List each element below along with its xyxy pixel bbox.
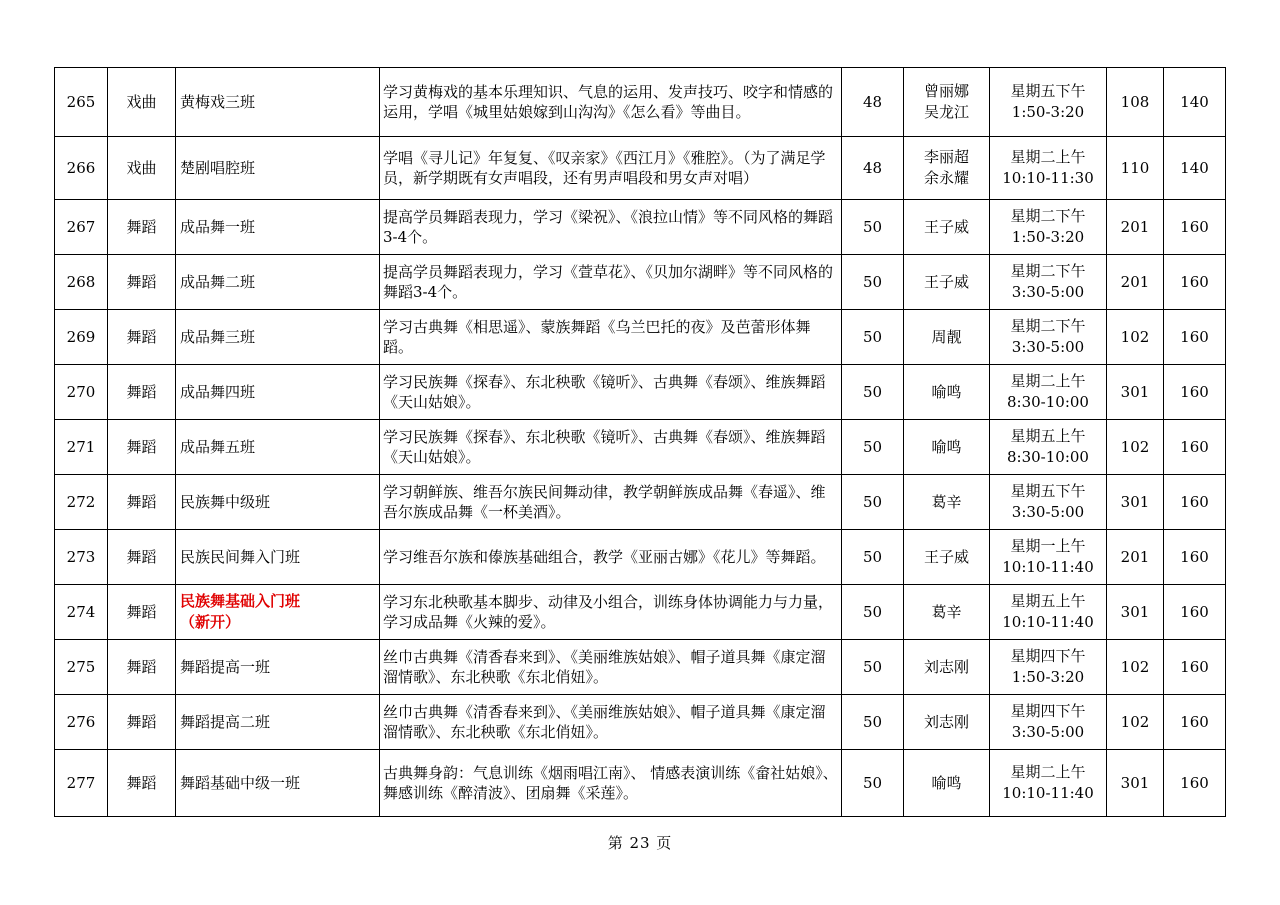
teacher-name: 余永耀 (923, 169, 969, 187)
teacher-name: 王子威 (923, 272, 969, 291)
time-day: 星期二上午 (1010, 148, 1086, 166)
course-teacher (904, 365, 990, 420)
time-day: 星期二上午 (1010, 763, 1086, 781)
table-row (55, 530, 1226, 585)
course-time (990, 200, 1107, 255)
table-row (55, 68, 1226, 137)
course-name: 黄梅戏三班 (176, 68, 380, 137)
row-number: 277 (55, 750, 108, 817)
course-content: 丝巾古典舞《清香春来到》、《美丽维族姑娘》、帽子道具舞《康定溜溜情歌》、东北秧歌《东北俏妞》。 (380, 695, 842, 750)
course-name: 成品舞三班 (176, 310, 380, 365)
time-range: 10:10-11:40 (1002, 558, 1094, 576)
course-hours: 50 (842, 530, 904, 585)
course-room: 102 (1107, 695, 1164, 750)
teacher-name: 王子威 (923, 547, 969, 566)
course-category: 舞蹈 (108, 640, 176, 695)
course-category: 舞蹈 (108, 585, 176, 640)
teacher-name: 葛辛 (931, 492, 962, 511)
course-time (990, 255, 1107, 310)
time-day: 星期一上午 (1010, 537, 1086, 555)
course-room: 102 (1107, 420, 1164, 475)
course-time (990, 310, 1107, 365)
course-hours: 48 (842, 137, 904, 200)
course-fee: 160 (1164, 200, 1226, 255)
course-fee: 160 (1164, 310, 1226, 365)
time-range: 3:30-5:00 (1011, 283, 1085, 301)
course-category: 舞蹈 (108, 475, 176, 530)
table-row (55, 365, 1226, 420)
row-number: 266 (55, 137, 108, 200)
time-range: 8:30-10:00 (1007, 448, 1089, 466)
course-content: 学习民族舞《探春》、东北秧歌《镜听》、古典舞《春颂》、维族舞蹈《天山姑娘》。 (380, 420, 842, 475)
time-day: 星期五上午 (1010, 592, 1086, 610)
time-range: 10:10-11:40 (1002, 613, 1094, 631)
row-number: 269 (55, 310, 108, 365)
course-room: 102 (1107, 310, 1164, 365)
row-number: 267 (55, 200, 108, 255)
course-fee: 140 (1164, 137, 1226, 200)
time-day: 星期二下午 (1010, 262, 1086, 280)
course-name-line: 民族舞基础入门班 (180, 592, 301, 610)
teacher-name: 周靓 (931, 327, 962, 346)
course-room: 201 (1107, 255, 1164, 310)
course-content: 提高学员舞蹈表现力，学习《梁祝》、《浪拉山情》等不同风格的舞蹈3-4个。 (380, 200, 842, 255)
table-row (55, 310, 1226, 365)
course-fee: 160 (1164, 475, 1226, 530)
course-room: 301 (1107, 750, 1164, 817)
teacher-name: 吴龙江 (923, 103, 969, 121)
course-teacher (904, 475, 990, 530)
time-day: 星期二上午 (1010, 372, 1086, 390)
course-room: 108 (1107, 68, 1164, 137)
course-content: 学习民族舞《探春》、东北秧歌《镜听》、古典舞《春颂》、维族舞蹈《天山姑娘》。 (380, 365, 842, 420)
course-content: 学习朝鲜族、维吾尔族民间舞动律，教学朝鲜族成品舞《春遥》、维吾尔族成品舞《一杯美酒》。 (380, 475, 842, 530)
course-name: 舞蹈提高一班 (176, 640, 380, 695)
course-fee: 160 (1164, 420, 1226, 475)
row-number: 273 (55, 530, 108, 585)
time-range: 3:30-5:00 (1011, 723, 1085, 741)
course-hours: 48 (842, 68, 904, 137)
course-name (176, 585, 380, 640)
row-number: 276 (55, 695, 108, 750)
row-number: 272 (55, 475, 108, 530)
course-teacher (904, 200, 990, 255)
course-fee: 160 (1164, 695, 1226, 750)
time-day: 星期五上午 (1010, 427, 1086, 445)
course-hours: 50 (842, 695, 904, 750)
teacher-name: 葛辛 (931, 602, 962, 621)
course-category: 戏曲 (108, 137, 176, 200)
course-category: 舞蹈 (108, 200, 176, 255)
course-room: 102 (1107, 640, 1164, 695)
course-time (990, 530, 1107, 585)
course-room: 201 (1107, 530, 1164, 585)
course-teacher (904, 640, 990, 695)
time-range: 8:30-10:00 (1007, 393, 1089, 411)
row-number: 274 (55, 585, 108, 640)
time-range: 3:30-5:00 (1011, 503, 1085, 521)
course-name: 成品舞二班 (176, 255, 380, 310)
course-name: 民族民间舞入门班 (176, 530, 380, 585)
table-row (55, 255, 1226, 310)
course-content: 学习黄梅戏的基本乐理知识、气息的运用、发声技巧、咬字和情感的运用，学唱《城里姑娘嫁到山沟沟》《怎么看》等曲目。 (380, 68, 842, 137)
course-fee: 160 (1164, 530, 1226, 585)
teacher-name: 刘志刚 (923, 657, 969, 676)
course-hours: 50 (842, 585, 904, 640)
course-time (990, 68, 1107, 137)
course-category: 舞蹈 (108, 420, 176, 475)
course-name: 舞蹈基础中级一班 (176, 750, 380, 817)
teacher-name: 喻鸣 (931, 437, 962, 456)
time-day: 星期二下午 (1010, 317, 1086, 335)
course-teacher (904, 585, 990, 640)
table-row (55, 420, 1226, 475)
course-teacher (904, 530, 990, 585)
time-range: 1:50-3:20 (1011, 103, 1085, 121)
table-row (55, 640, 1226, 695)
time-range: 10:10-11:40 (1002, 784, 1094, 802)
table-row (55, 475, 1226, 530)
teacher-name: 刘志刚 (923, 712, 969, 731)
course-category: 舞蹈 (108, 695, 176, 750)
course-table (54, 67, 1226, 817)
row-number: 275 (55, 640, 108, 695)
time-day: 星期四下午 (1010, 647, 1086, 665)
course-category: 戏曲 (108, 68, 176, 137)
course-time (990, 475, 1107, 530)
course-time (990, 640, 1107, 695)
course-hours: 50 (842, 200, 904, 255)
course-name: 成品舞一班 (176, 200, 380, 255)
course-fee: 160 (1164, 750, 1226, 817)
course-content: 学习维吾尔族和傣族基础组合，教学《亚丽古娜》《花儿》等舞蹈。 (380, 530, 842, 585)
time-range: 1:50-3:20 (1011, 228, 1085, 246)
table-row (55, 137, 1226, 200)
course-time (990, 585, 1107, 640)
course-hours: 50 (842, 365, 904, 420)
course-room: 201 (1107, 200, 1164, 255)
course-teacher (904, 68, 990, 137)
course-time (990, 137, 1107, 200)
course-category: 舞蹈 (108, 255, 176, 310)
course-hours: 50 (842, 640, 904, 695)
teacher-name: 喻鸣 (931, 773, 962, 792)
course-time (990, 750, 1107, 817)
page-number: 第 23 页 (607, 834, 673, 852)
table-row (55, 585, 1226, 640)
course-content: 学唱《寻儿记》年复复、《叹亲家》《西江月》《雅腔》。（为了满足学员，新学期既有女声唱段，还有男声唱段和男女声对唱） (380, 137, 842, 200)
course-teacher (904, 137, 990, 200)
course-fee: 160 (1164, 255, 1226, 310)
table-row (55, 695, 1226, 750)
course-hours: 50 (842, 310, 904, 365)
course-category: 舞蹈 (108, 310, 176, 365)
course-room: 301 (1107, 365, 1164, 420)
course-hours: 50 (842, 255, 904, 310)
course-hours: 50 (842, 750, 904, 817)
course-content: 古典舞身韵：气息训练《烟雨唱江南》、 情感表演训练《畲社姑娘》、 舞感训练《醉清波》、团扇舞《采莲》。 (380, 750, 842, 817)
row-number: 270 (55, 365, 108, 420)
course-name-line: （新开） (180, 613, 241, 631)
course-content: 丝巾古典舞《清香春来到》、《美丽维族姑娘》、帽子道具舞《康定溜溜情歌》、东北秧歌《东北俏妞》。 (380, 640, 842, 695)
time-day: 星期四下午 (1010, 702, 1086, 720)
course-hours: 50 (842, 475, 904, 530)
course-fee: 160 (1164, 365, 1226, 420)
row-number: 271 (55, 420, 108, 475)
course-teacher (904, 310, 990, 365)
time-range: 3:30-5:00 (1011, 338, 1085, 356)
course-fee: 140 (1164, 68, 1226, 137)
course-time (990, 420, 1107, 475)
course-category: 舞蹈 (108, 365, 176, 420)
course-time (990, 695, 1107, 750)
row-number: 265 (55, 68, 108, 137)
course-name: 成品舞四班 (176, 365, 380, 420)
teacher-name: 曾丽娜 (923, 82, 969, 100)
course-name: 成品舞五班 (176, 420, 380, 475)
time-day: 星期五下午 (1010, 482, 1086, 500)
course-name: 舞蹈提高二班 (176, 695, 380, 750)
course-room: 301 (1107, 585, 1164, 640)
table-row (55, 200, 1226, 255)
time-range: 10:10-11:30 (1002, 169, 1094, 187)
course-room: 110 (1107, 137, 1164, 200)
course-room: 301 (1107, 475, 1164, 530)
course-teacher (904, 695, 990, 750)
course-teacher (904, 255, 990, 310)
table-body (55, 68, 1226, 817)
time-range: 1:50-3:20 (1011, 668, 1085, 686)
course-fee: 160 (1164, 640, 1226, 695)
course-content: 学习东北秧歌基本脚步、动律及小组合，训练身体协调能力与力量，学习成品舞《火辣的爱》。 (380, 585, 842, 640)
table-row (55, 750, 1226, 817)
row-number: 268 (55, 255, 108, 310)
course-content: 学习古典舞《相思遥》、蒙族舞蹈《乌兰巴托的夜》及芭蕾形体舞蹈。 (380, 310, 842, 365)
course-category: 舞蹈 (108, 750, 176, 817)
course-hours: 50 (842, 420, 904, 475)
teacher-name: 王子威 (923, 217, 969, 236)
course-name: 民族舞中级班 (176, 475, 380, 530)
course-fee: 160 (1164, 585, 1226, 640)
teacher-name: 喻鸣 (931, 382, 962, 401)
course-content: 提高学员舞蹈表现力，学习《萱草花》、《贝加尔湖畔》等不同风格的舞蹈3-4个。 (380, 255, 842, 310)
time-day: 星期五下午 (1010, 82, 1086, 100)
course-teacher (904, 750, 990, 817)
course-time (990, 365, 1107, 420)
teacher-name: 李丽超 (923, 148, 969, 166)
course-teacher (904, 420, 990, 475)
course-name: 楚剧唱腔班 (176, 137, 380, 200)
course-category: 舞蹈 (108, 530, 176, 585)
time-day: 星期二下午 (1010, 207, 1086, 225)
